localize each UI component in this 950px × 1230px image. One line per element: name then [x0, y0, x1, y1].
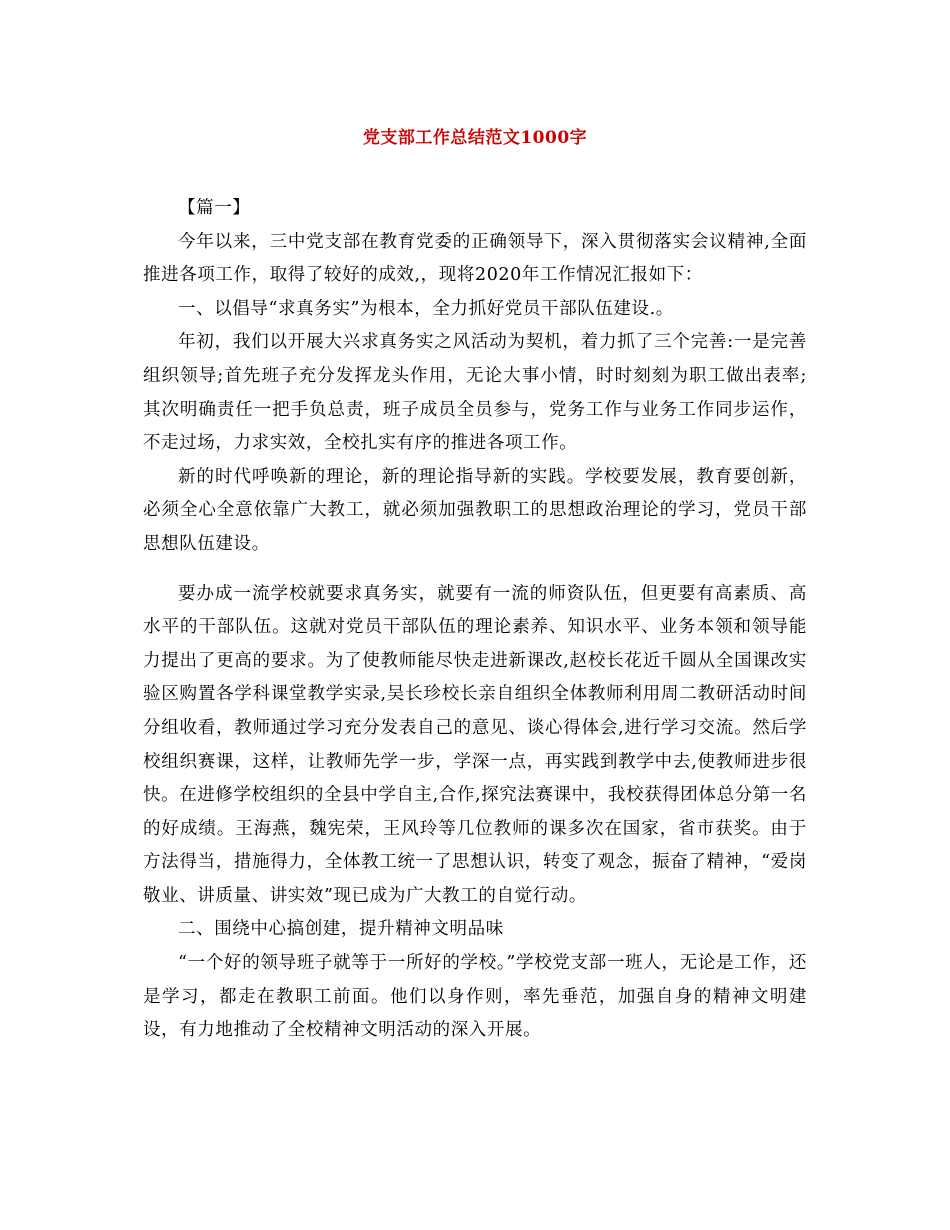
paragraph-new-era: 新的时代呼唤新的理论，新的理论指导新的实践。学校要发展，教育要创新，必须全心全意依靠广大教工，就必须加强教职工的思想政治理论的学习，党员干部思想队伍建设。: [143, 466, 807, 554]
section-heading-part-one: 【篇一】: [178, 198, 251, 218]
document-body: [143, 192, 807, 1048]
document-title: 党支部工作总结范文1000字: [362, 128, 588, 148]
section-heading-one: 一、以倡导“求真务实”为根本，全力抓好党员干部队伍建设.。: [178, 298, 674, 319]
paragraph-intro: 今年以来，三中党支部在教育党委的正确领导下，深入贯彻落实会议精神,全面推进各项工作，取得了较好的成效,，现将2020年工作情况汇报如下：: [143, 231, 807, 286]
paragraph-first-class-school: 要办成一流学校就要求真务实，就要有一流的师资队伍，但更要有高素质、高水平的干部队伍。这就对党员干部队伍的理论素养、知识水平、业务本领和领导能力提出了更高的要求。为了使教师能尽快走进新课改,赵校长花近千圆从全国课改实验区购置各学科课堂教学实录,吴长珍校长亲自组织全体教师利用周二教研活动时间分组收看，教师通过学习充分发表自己的意见、谈心得体会,进行学习交流。然后学校组织赛课，这样，让教师先学一步，学深一点，再实践到教学中去,使教师进步很快。在进修学校组织的全县中学自主,合作,探究法赛课中，我校获得团体总分第一名的好成绩。王海燕，魏宪荣，王风玲等几位教师的课多次在国家，省市获奖。由于方法得当，措施得力，全体教工统一了思想认识，转变了观念，振奋了精神，“爱岗敬业、讲质量、讲实效”现已成为广大教工的自觉行动。: [143, 583, 807, 906]
paragraph-leadership: “一个好的领导班子就等于一所好的学校。”学校党支部一班人，无论是工作，还是学习，都走在教职工前面。他们以身作则，率先垂范，加强自身的精神文明建设，有力地推动了全校精神文明活动的深入开展。: [143, 953, 807, 1041]
paragraph-early-year: 年初，我们以开展大兴求真务实之风活动为契机，着力抓了三个完善:一是完善组织领导;首先班子充分发挥龙头作用，无论大事小情，时时刻刻为职工做出表率;其次明确责任一把手负总责，班子成员全员参与，党务工作与业务工作同步运作，不走过场，力求实效，全校扎实有序的推进各项工作。: [143, 332, 807, 454]
section-heading-two: 二、围绕中心搞创建，提升精神文明品味: [178, 919, 504, 940]
